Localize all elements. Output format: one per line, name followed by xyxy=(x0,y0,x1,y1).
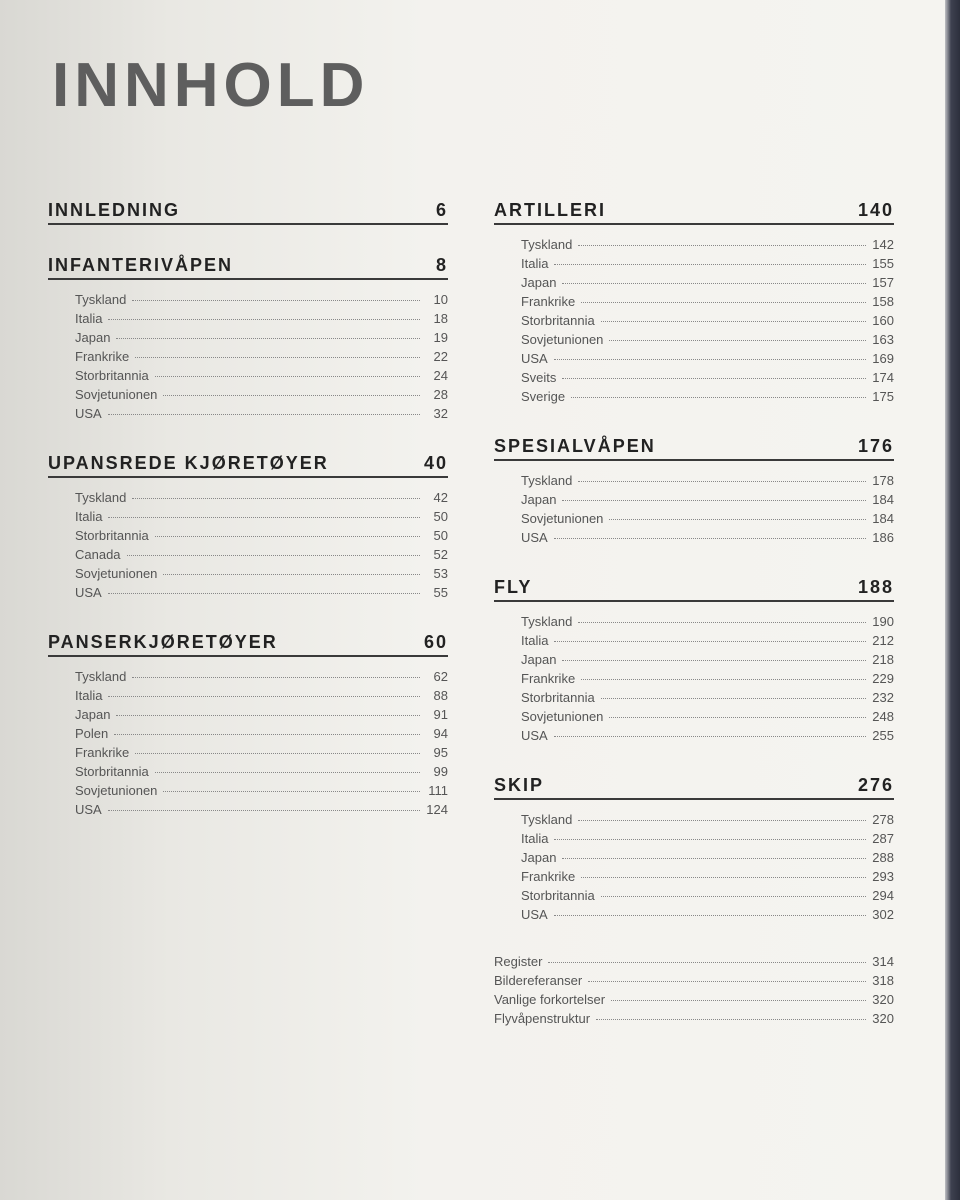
toc-entry-label: Sovjetunionen xyxy=(75,566,158,581)
dot-leader xyxy=(562,378,866,379)
toc-entry-label: Sverige xyxy=(521,389,566,404)
dot-leader xyxy=(578,481,866,482)
toc-section-heading[interactable] xyxy=(494,436,894,461)
dot-leader xyxy=(114,734,420,735)
toc-entry-label: Sovjetunionen xyxy=(521,511,604,526)
toc-entry-label: Vanlige forkortelser xyxy=(494,992,606,1007)
toc-entry[interactable] xyxy=(75,347,448,366)
toc-entry-page: 10 xyxy=(433,292,448,307)
toc-entry[interactable] xyxy=(75,800,448,819)
toc-entry-label: Tyskland xyxy=(75,490,127,505)
toc-entry[interactable] xyxy=(494,952,894,971)
toc-entry[interactable] xyxy=(75,564,448,583)
dot-leader xyxy=(554,359,866,360)
toc-entry[interactable] xyxy=(521,612,894,631)
toc-entry-page: 294 xyxy=(872,888,894,903)
dot-leader xyxy=(116,338,420,339)
toc-entry-label: Japan xyxy=(521,492,557,507)
toc-entry-label: Canada xyxy=(75,547,121,562)
toc-entry-page: 19 xyxy=(433,330,448,345)
toc-entry-page: 53 xyxy=(433,566,448,581)
toc-entry-page: 22 xyxy=(433,349,448,364)
dot-leader xyxy=(609,519,866,520)
toc-entry[interactable] xyxy=(521,235,894,254)
toc-entry[interactable] xyxy=(75,781,448,800)
toc-entry[interactable] xyxy=(75,290,448,309)
toc-section-heading[interactable] xyxy=(494,200,894,225)
toc-entry-label: Register xyxy=(494,954,543,969)
toc-entry[interactable] xyxy=(521,330,894,349)
toc-entry-label: Frankrike xyxy=(521,869,576,884)
toc-entry[interactable] xyxy=(75,545,448,564)
toc-entry-page: 91 xyxy=(433,707,448,722)
toc-entry[interactable] xyxy=(494,1009,894,1028)
toc-entry-list xyxy=(48,478,448,602)
dot-leader xyxy=(108,414,420,415)
toc-entry[interactable] xyxy=(521,311,894,330)
dot-leader xyxy=(609,340,866,341)
dot-leader xyxy=(554,915,866,916)
toc-section xyxy=(494,775,894,924)
dot-leader xyxy=(554,736,866,737)
toc-entry-page: 232 xyxy=(872,690,894,705)
dot-leader xyxy=(163,574,420,575)
toc-entry[interactable] xyxy=(75,686,448,705)
toc-section xyxy=(48,255,448,423)
toc-entry-list xyxy=(494,800,894,924)
toc-entry[interactable] xyxy=(75,667,448,686)
toc-entry-label: USA xyxy=(75,406,102,421)
toc-entry[interactable] xyxy=(521,254,894,273)
section-page: 188 xyxy=(857,577,894,597)
toc-entry-page: 95 xyxy=(433,745,448,760)
toc-entry-label: Japan xyxy=(75,707,111,722)
dot-leader xyxy=(135,753,420,754)
toc-entry-page: 248 xyxy=(872,709,894,724)
dot-leader xyxy=(155,536,420,537)
back-matter-list xyxy=(494,952,894,1028)
toc-entry-page: 32 xyxy=(433,406,448,421)
dot-leader xyxy=(609,717,866,718)
toc-entry-page: 190 xyxy=(872,614,894,629)
toc-entry[interactable] xyxy=(521,867,894,886)
dot-leader xyxy=(601,321,866,322)
toc-entry[interactable] xyxy=(521,829,894,848)
toc-entry-page: 174 xyxy=(872,370,894,385)
toc-entry-page: 178 xyxy=(872,473,894,488)
toc-section-heading[interactable] xyxy=(48,632,448,657)
page-title: INNHOLD xyxy=(52,51,370,120)
dot-leader xyxy=(581,679,866,680)
toc-entry[interactable] xyxy=(521,650,894,669)
toc-entry-label: USA xyxy=(75,802,102,817)
section-title: UPANSREDE KJØRETØYER xyxy=(48,453,329,473)
toc-entry-label: Italia xyxy=(521,256,549,271)
toc-entry-label: Tyskland xyxy=(521,237,573,252)
dot-leader xyxy=(562,283,866,284)
toc-entry-label: Storbritannia xyxy=(75,368,149,383)
section-title: INNLEDNING xyxy=(48,200,180,220)
toc-entry-page: 255 xyxy=(872,728,894,743)
toc-entry-label: Flyvåpenstruktur xyxy=(494,1011,591,1026)
dot-leader xyxy=(581,302,866,303)
toc-entry[interactable] xyxy=(75,385,448,404)
toc-entry-list xyxy=(48,280,448,423)
toc-section xyxy=(494,200,894,406)
dot-leader xyxy=(578,245,866,246)
toc-entry-label: Japan xyxy=(521,850,557,865)
toc-entry-page: 320 xyxy=(872,992,894,1007)
toc-entry[interactable] xyxy=(75,328,448,347)
toc-entry[interactable] xyxy=(75,743,448,762)
dot-leader xyxy=(163,791,420,792)
section-title: SKIP xyxy=(494,775,545,795)
toc-entry[interactable] xyxy=(521,810,894,829)
toc-entry-label: USA xyxy=(521,351,548,366)
toc-entry[interactable] xyxy=(521,631,894,650)
toc-entry-page: 157 xyxy=(872,275,894,290)
toc-entry[interactable] xyxy=(494,990,894,1009)
right-column xyxy=(494,200,894,1028)
dot-leader xyxy=(554,641,866,642)
toc-entry-label: Sovjetunionen xyxy=(75,387,158,402)
toc-entry-page: 158 xyxy=(872,294,894,309)
toc-entry-label: Frankrike xyxy=(521,294,576,309)
section-title: FLY xyxy=(494,577,533,597)
toc-entry[interactable] xyxy=(521,905,894,924)
toc-entry-page: 320 xyxy=(872,1011,894,1026)
toc-entry-page: 55 xyxy=(433,585,448,600)
toc-entry-page: 288 xyxy=(872,850,894,865)
toc-section xyxy=(494,436,894,547)
dot-leader xyxy=(554,264,866,265)
toc-entry[interactable] xyxy=(521,688,894,707)
toc-section-heading[interactable] xyxy=(48,255,448,280)
toc-entry-page: 160 xyxy=(872,313,894,328)
toc-entry-page: 155 xyxy=(872,256,894,271)
section-page: 8 xyxy=(435,255,448,275)
section-page: 176 xyxy=(857,436,894,456)
toc-entry[interactable] xyxy=(75,762,448,781)
toc-entry[interactable] xyxy=(521,707,894,726)
section-title: SPESIALVÅPEN xyxy=(494,436,656,456)
toc-entry-page: 287 xyxy=(872,831,894,846)
toc-entry[interactable] xyxy=(75,309,448,328)
toc-entry[interactable] xyxy=(75,366,448,385)
dot-leader xyxy=(562,858,866,859)
dot-leader xyxy=(108,319,420,320)
toc-entry-page: 42 xyxy=(433,490,448,505)
toc-entry-label: Bildereferanser xyxy=(494,973,583,988)
toc-section-heading[interactable] xyxy=(48,200,448,225)
toc-entry-label: Storbritannia xyxy=(521,888,595,903)
toc-entry-page: 24 xyxy=(433,368,448,383)
dot-leader xyxy=(596,1019,866,1020)
toc-entry-page: 111 xyxy=(428,783,448,798)
toc-entry-label: Storbritannia xyxy=(521,313,595,328)
toc-entry[interactable] xyxy=(75,526,448,545)
dot-leader xyxy=(163,395,420,396)
toc-entry-label: Storbritannia xyxy=(521,690,595,705)
section-page: 276 xyxy=(857,775,894,795)
toc-section-heading[interactable] xyxy=(494,577,894,602)
dot-leader xyxy=(554,538,866,539)
dot-leader xyxy=(108,696,420,697)
dot-leader xyxy=(578,820,866,821)
dot-leader xyxy=(548,962,866,963)
toc-entry[interactable] xyxy=(521,726,894,745)
toc-entry-label: Japan xyxy=(521,652,557,667)
toc-entry-label: Storbritannia xyxy=(75,528,149,543)
toc-entry-page: 229 xyxy=(872,671,894,686)
toc-entry[interactable] xyxy=(75,404,448,423)
toc-entry-label: Frankrike xyxy=(521,671,576,686)
toc-entry-label: Japan xyxy=(75,330,111,345)
dot-leader xyxy=(155,772,420,773)
dot-leader xyxy=(135,357,420,358)
toc-entry-page: 184 xyxy=(872,492,894,507)
toc-entry-label: Tyskland xyxy=(521,473,573,488)
toc-entry[interactable] xyxy=(521,848,894,867)
section-page: 40 xyxy=(423,453,448,473)
toc-entry[interactable] xyxy=(75,724,448,743)
toc-entry[interactable] xyxy=(521,349,894,368)
section-title: INFANTERIVÅPEN xyxy=(48,255,234,275)
toc-entry-label: Italia xyxy=(75,688,103,703)
toc-entry[interactable] xyxy=(521,368,894,387)
toc-entry-page: 218 xyxy=(872,652,894,667)
toc-entry[interactable] xyxy=(521,273,894,292)
toc-entry-label: Sveits xyxy=(521,370,557,385)
toc-entry[interactable] xyxy=(521,509,894,528)
toc-entry-label: Italia xyxy=(75,509,103,524)
toc-entry-page: 163 xyxy=(872,332,894,347)
toc-entry-label: Frankrike xyxy=(75,349,130,364)
toc-entry-page: 169 xyxy=(872,351,894,366)
toc-entry[interactable] xyxy=(521,387,894,406)
dot-leader xyxy=(581,877,866,878)
toc-entry-page: 293 xyxy=(872,869,894,884)
toc-entry-page: 94 xyxy=(433,726,448,741)
toc-section xyxy=(48,632,448,819)
toc-entry[interactable] xyxy=(75,583,448,602)
toc-entry-label: Sovjetunionen xyxy=(75,783,158,798)
section-page: 6 xyxy=(435,200,448,220)
toc-entry-page: 50 xyxy=(433,509,448,524)
toc-entry-page: 278 xyxy=(872,812,894,827)
toc-entry-label: USA xyxy=(521,907,548,922)
dot-leader xyxy=(132,300,420,301)
dot-leader xyxy=(554,839,866,840)
toc-entry-page: 62 xyxy=(433,669,448,684)
toc-entry-label: Polen xyxy=(75,726,109,741)
toc-entry-page: 50 xyxy=(433,528,448,543)
toc-entry[interactable] xyxy=(75,507,448,526)
toc-entry-label: USA xyxy=(521,728,548,743)
toc-section-heading[interactable] xyxy=(48,453,448,478)
toc-entry-label: Frankrike xyxy=(75,745,130,760)
toc-entry-page: 28 xyxy=(433,387,448,402)
section-title: PANSERKJØRETØYER xyxy=(48,632,278,652)
toc-entry-list xyxy=(494,461,894,547)
toc-entry-list xyxy=(48,657,448,819)
toc-entry-label: Tyskland xyxy=(75,292,127,307)
toc-entry-list xyxy=(494,225,894,406)
toc-entry-page: 18 xyxy=(433,311,448,326)
toc-section xyxy=(48,453,448,602)
dot-leader xyxy=(562,660,866,661)
left-column xyxy=(48,200,448,849)
toc-entry-label: Storbritannia xyxy=(75,764,149,779)
dot-leader xyxy=(132,677,420,678)
dot-leader xyxy=(108,517,420,518)
toc-entry-label: Sovjetunionen xyxy=(521,709,604,724)
dot-leader xyxy=(571,397,866,398)
toc-entry-page: 212 xyxy=(872,633,894,648)
dot-leader xyxy=(116,715,420,716)
toc-entry-page: 88 xyxy=(433,688,448,703)
dot-leader xyxy=(108,810,420,811)
section-title: ARTILLERI xyxy=(494,200,606,220)
toc-entry-page: 52 xyxy=(433,547,448,562)
section-page: 140 xyxy=(857,200,894,220)
toc-entry-label: Tyskland xyxy=(521,812,573,827)
dot-leader xyxy=(578,622,866,623)
toc-entry-label: Sovjetunionen xyxy=(521,332,604,347)
toc-entry-label: USA xyxy=(75,585,102,600)
toc-entry-page: 124 xyxy=(426,802,448,817)
dot-leader xyxy=(155,376,420,377)
toc-section xyxy=(48,200,448,225)
toc-entry-page: 186 xyxy=(872,530,894,545)
toc-entry-page: 175 xyxy=(872,389,894,404)
toc-entry[interactable] xyxy=(521,886,894,905)
toc-entry-page: 318 xyxy=(872,973,894,988)
toc-entry[interactable] xyxy=(494,971,894,990)
book-spine xyxy=(945,0,960,1200)
dot-leader xyxy=(588,981,866,982)
dot-leader xyxy=(127,555,420,556)
dot-leader xyxy=(601,896,866,897)
toc-entry[interactable] xyxy=(521,669,894,688)
dot-leader xyxy=(562,500,866,501)
toc-section-heading[interactable] xyxy=(494,775,894,800)
dot-leader xyxy=(601,698,866,699)
dot-leader xyxy=(132,498,420,499)
toc-entry-page: 184 xyxy=(872,511,894,526)
toc-entry[interactable] xyxy=(521,292,894,311)
toc-entry[interactable] xyxy=(75,705,448,724)
toc-entry-page: 142 xyxy=(872,237,894,252)
toc-entry-label: USA xyxy=(521,530,548,545)
toc-entry-page: 99 xyxy=(433,764,448,779)
toc-entry-page: 314 xyxy=(872,954,894,969)
toc-entry-list xyxy=(494,602,894,745)
toc-entry-label: Japan xyxy=(521,275,557,290)
toc-entry-label: Italia xyxy=(75,311,103,326)
toc-entry[interactable] xyxy=(521,471,894,490)
dot-leader xyxy=(108,593,420,594)
toc-entry-label: Tyskland xyxy=(521,614,573,629)
toc-entry[interactable] xyxy=(521,490,894,509)
toc-entry-label: Tyskland xyxy=(75,669,127,684)
toc-section xyxy=(494,577,894,745)
section-page: 60 xyxy=(423,632,448,652)
toc-entry[interactable] xyxy=(521,528,894,547)
toc-entry-label: Italia xyxy=(521,633,549,648)
toc-entry-page: 302 xyxy=(872,907,894,922)
toc-entry[interactable] xyxy=(75,488,448,507)
dot-leader xyxy=(611,1000,866,1001)
toc-entry-label: Italia xyxy=(521,831,549,846)
